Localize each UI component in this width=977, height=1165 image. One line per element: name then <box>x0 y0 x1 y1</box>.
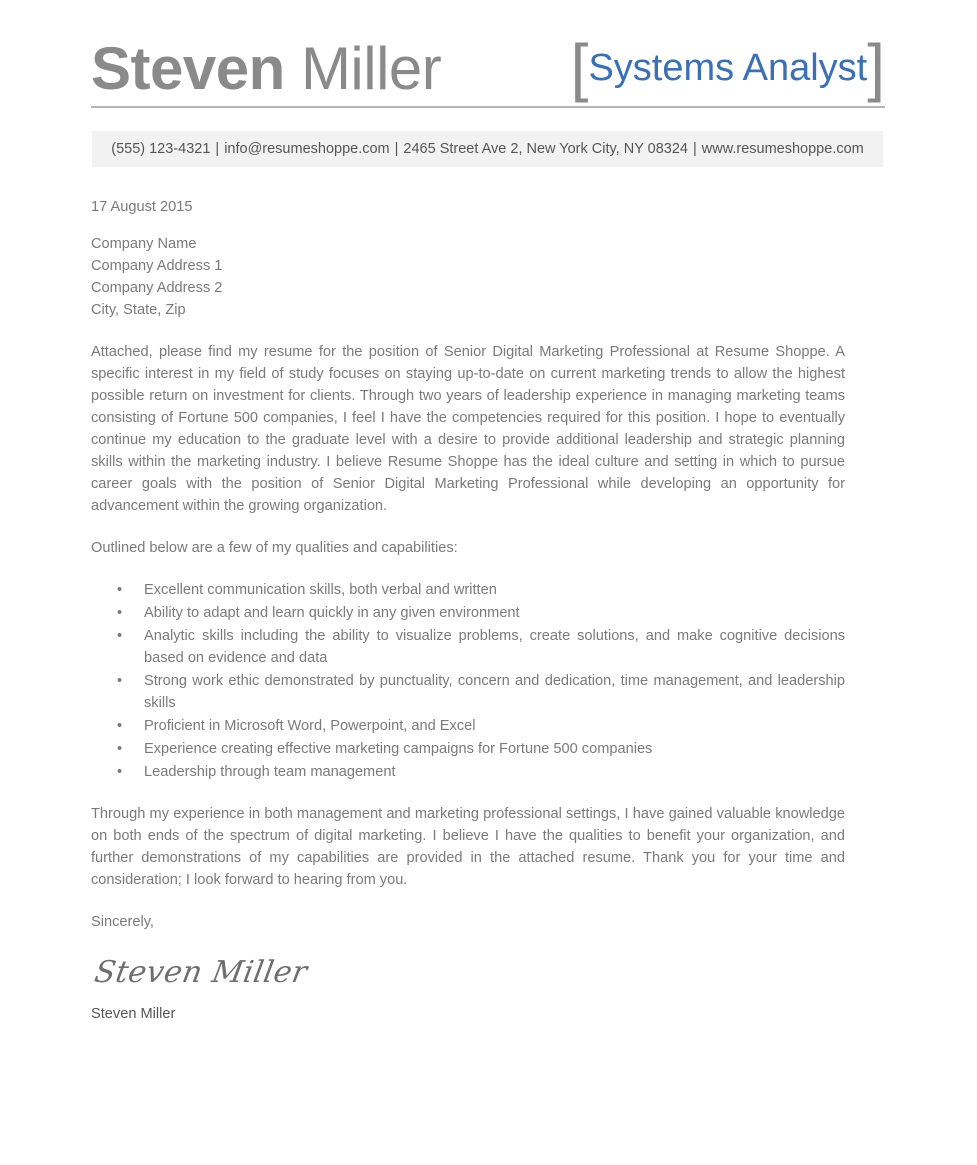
list-item-text: Leadership through team management <box>144 764 396 780</box>
list-item <box>117 761 845 783</box>
applicant-name <box>91 36 441 102</box>
list-item <box>117 738 845 760</box>
letter-date: 17 August 2015 <box>91 199 193 215</box>
bracket-open: [ <box>570 31 589 103</box>
contact-separator: | <box>692 141 697 157</box>
list-item-text: Analytic skills including the ability to visualize problems, create solutions, and make cognitive decisions based on evidence and data <box>144 628 845 666</box>
bullet-icon: • <box>117 764 123 780</box>
bracket-close: ] <box>867 31 885 103</box>
list-item-text: Excellent communication skills, both verbal and written <box>144 582 497 598</box>
closing-salutation: Sincerely, <box>91 914 154 930</box>
recipient-address <box>91 233 845 321</box>
signer-name: Steven Miller <box>91 1006 176 1022</box>
intro-paragraph: Attached, please find my resume for the position of Senior Digital Marketing Professional at Resume Shoppe. A specific interest in my field of study focuses on staying up-to-date on current marketing trends to allow the highest possible return on investment for clients. Through two years of leadership experience in managing marketing teams consisting of Fortune 500 companies, I feel I have the competencies required for this position. I hope to eventually continue my education to the graduate level with a desire to provide additional leadership and strategic planning skills within the marketing industry. I believe Resume Shoppe has the ideal culture and setting in which to pursue career goals with the position of Senior Digital Marketing Professional while developing an opportunity for advancement within the growing organization. <box>91 344 845 514</box>
list-item <box>117 625 845 669</box>
signature: Steven Miller <box>91 955 311 990</box>
list-item <box>117 602 845 624</box>
closing-paragraph: Through my experience in both management and marketing professional settings, I have gained valuable knowledge on both ends of the spectrum of digital marketing. I believe I have the qualities to benefit your organization, and further demonstrations of my capabilities are provided in the attached resume. Thank you for your time and consideration; I look forward to hearing from you. <box>91 806 845 888</box>
list-intro: Outlined below are a few of my qualities and capabilities: <box>91 540 458 556</box>
contact-bar <box>92 131 883 167</box>
recipient-line: City, State, Zip <box>91 302 186 318</box>
list-item-text: Ability to adapt and learn quickly in any given environment <box>144 605 520 621</box>
recipient-line: Company Address 1 <box>91 258 223 274</box>
contact-address: 2465 Street Ave 2, New York City, NY 08324 <box>403 141 688 157</box>
contact-phone: (555) 123-4321 <box>111 141 211 157</box>
job-title-box <box>570 31 885 103</box>
recipient-line: Company Address 2 <box>91 280 223 296</box>
contact-email: info@resumeshoppe.com <box>224 141 390 157</box>
bullet-icon: • <box>117 582 123 598</box>
bullet-icon: • <box>117 718 123 734</box>
list-item <box>117 670 845 714</box>
bullet-icon: • <box>117 741 123 757</box>
qualities-list <box>91 579 845 783</box>
letterhead <box>91 31 885 108</box>
job-title: Systems Analyst <box>588 47 868 89</box>
contact-separator: | <box>394 141 399 157</box>
bullet-icon: • <box>117 605 123 621</box>
recipient-line: Company Name <box>91 236 197 252</box>
list-item <box>117 715 845 737</box>
bullet-icon: • <box>117 628 123 644</box>
list-item <box>117 579 845 601</box>
list-item-text: Proficient in Microsoft Word, Powerpoint, and Excel <box>144 718 476 734</box>
contact-website: www.resumeshoppe.com <box>701 141 864 157</box>
first-name: Steven <box>91 35 285 102</box>
list-item-text: Experience creating effective marketing campaigns for Fortune 500 companies <box>144 741 653 757</box>
letter-body <box>91 196 845 1025</box>
list-item-text: Strong work ethic demonstrated by punctuality, concern and dedication, time management, and leadership skills <box>144 673 845 711</box>
last-name: Miller <box>300 35 442 102</box>
bullet-icon: • <box>117 673 123 689</box>
contact-separator: | <box>215 141 220 157</box>
header-divider <box>91 106 885 108</box>
